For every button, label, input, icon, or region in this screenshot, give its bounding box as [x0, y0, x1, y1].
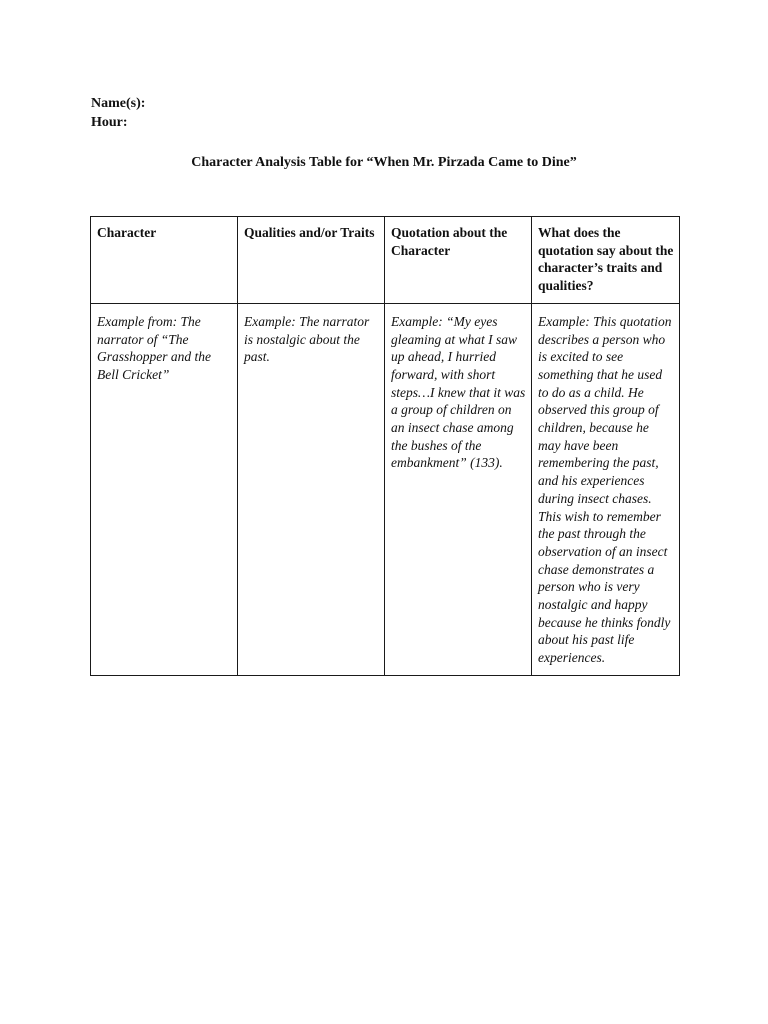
hour-label: Hour: [91, 115, 128, 130]
table-row [91, 303, 680, 675]
names-label: Name(s): [91, 96, 146, 111]
column-header-character: Character [91, 217, 238, 304]
cell-example-quotation: Example: “My eyes gleaming at what I saw up ahead, I hurried forward, with short steps…I knew that it was a group of children on an insect chase among the bushes of the embankment” (133). [385, 303, 532, 675]
column-header-qualities: Qualities and/or Traits [238, 217, 385, 304]
table-header-row [91, 217, 680, 304]
cell-example-analysis: Example: This quotation describes a person who is excited to see something that he used to do as a child. He observed this group of children, because he may have been remembering the past, and his experiences during insect chases. This wish to remember the past through the observation of an insect chase demonstrates a person who is very nostalgic and happy because he thinks fondly about his past life experiences. [532, 303, 680, 675]
document-title: Character Analysis Table for “When Mr. Pirzada Came to Dine” [191, 155, 577, 170]
cell-example-qualities: Example: The narrator is nostalgic about the past. [238, 303, 385, 675]
column-header-quotation: Quotation about the Character [385, 217, 532, 304]
character-analysis-table [90, 216, 680, 676]
column-header-analysis: What does the quotation say about the character’s traits and qualities? [532, 217, 680, 304]
cell-example-character: Example from: The narrator of “The Grasshopper and the Bell Cricket” [91, 303, 238, 675]
